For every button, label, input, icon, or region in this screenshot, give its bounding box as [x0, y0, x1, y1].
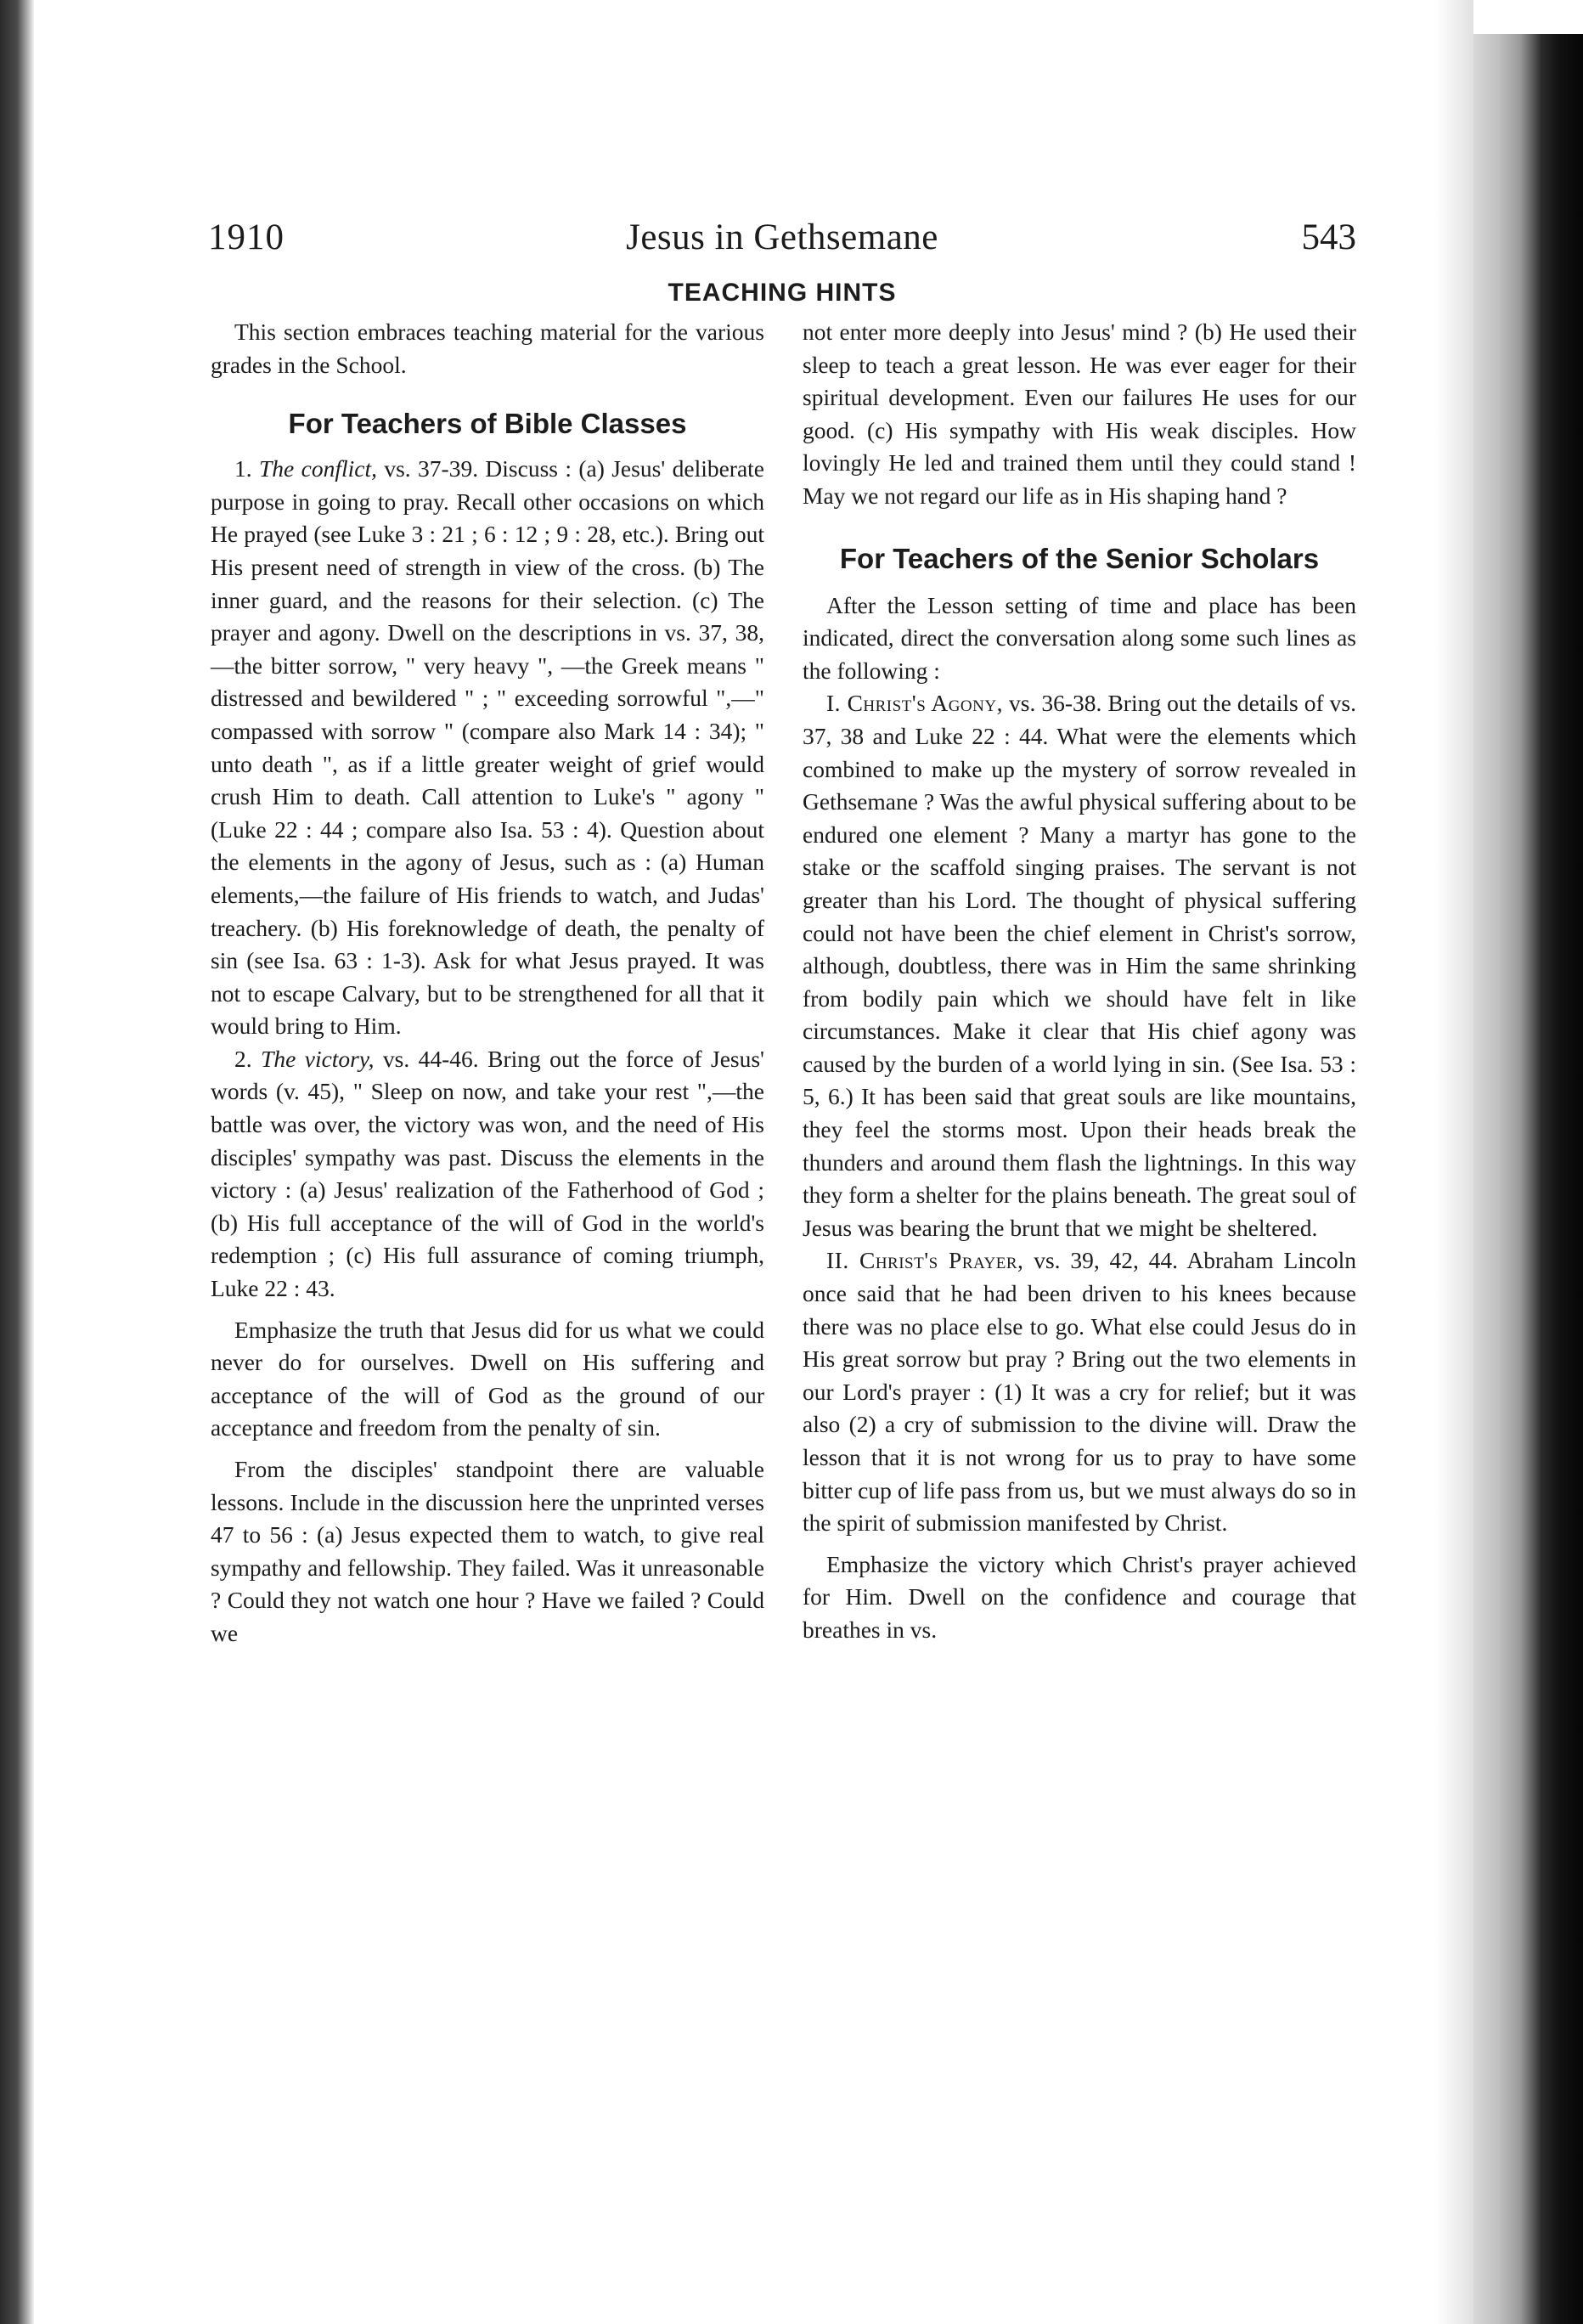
prayer-paragraph: [803, 1244, 1356, 1539]
agony-text: vs. 36-38. Bring out the details of vs. 37, 38 and Luke 22 : 44. What were the elements which combined to make up the mystery of sorrow revealed in Gethsemane ? Was the awful physical suffering about to be endured one element ? Many a martyr has gone to the stake or the scaffold singing praises. The servant is not greater than his Lord. The thought of physical suffering could not have been the chief element in Christ's sorrow, although, doubtless, there was in Him the same shrinking from bodily pain which we should have felt in like circumstances. Make it clear that His chief agony was caused by the burden of a world lying in sin. (See Isa. 53 : 5, 6.) It has been said that great souls are like mountains, they feel the storms most. Upon their heads break the thunders and around them flash the lightnings. In this way they form a shelter for the plains beneath. The great soul of Jesus was bearing the brunt that we might be sheltered.: [803, 690, 1357, 1241]
book-page-edges: [1473, 34, 1583, 2324]
prayer-text: vs. 39, 42, 44. Abraham Lincoln once said that he had been driven to his knees because there was no place else to go. What else could Jesus do in His great sorrow but pray ? Bring out the two elements in our Lord's prayer : (1) It was a cry for relief; but it was also (2) a cry of submission to the divine will. Draw the lesson that it is not wrong for us to pray to have some bitter cup of life pass from us, but we must always do so in the spirit of submission manifested by Christ.: [803, 1247, 1356, 1537]
lesson-setting-paragraph: After the Lesson setting of time and place has been indicated, direct the conversation along some such lines as the following :: [803, 591, 1356, 684]
running-head: [208, 208, 1356, 268]
senior-scholars-heading: For Teachers of the Senior Scholars: [839, 542, 1320, 574]
running-head-year: 1910: [208, 217, 284, 257]
left-column: [211, 316, 764, 1650]
page-gutter-shadow: [1435, 0, 1473, 2324]
agony-paragraph: [803, 687, 1356, 1244]
prayer-label: II. Christ's Prayer,: [826, 1247, 1024, 1274]
continuation-paragraph: not enter more deeply into Jesus' mind ? (b) He used their sleep to teach a great lesson. He was ever eager for their spiritual development. Even our failures He uses for our good. (c) His sympathy with His weak disciples. How lovingly He led and trained them until they could stand ! May we not regard our life as in His shaping hand ?: [803, 319, 1356, 509]
page-number: 543: [1301, 217, 1356, 257]
intro-paragraph: This section embraces teaching material for the various grades in the School.: [211, 319, 764, 378]
victory-paragraph: 2. The victory, vs. 44-46. Bring out the force of Jesus' words (v. 45), " Sleep on now, and take your rest ",—the battle was over, the victory was won, and the need of His disciples' sympathy was past. Discuss the elements in the victory : (a) Jesus' realization of the Fatherhood of God ; (b) His full acceptance of the will of God in the world's redemption ; (c) His full assurance of coming triumph, Luke 22 : 43.: [211, 1045, 765, 1302]
agony-label: I. Christ's Agony,: [826, 690, 1003, 717]
section-title: TEACHING HINTS: [668, 279, 897, 307]
right-column: [803, 316, 1356, 1647]
victory-label: The victory,: [261, 1045, 375, 1072]
page-binding-edge: [0, 0, 34, 2324]
conflict-paragraph: 1. The conflict, vs. 37-39. Discuss : (a) Jesus' deliberate purpose in going to pray. Recall other occasions on which He prayed (see Luke 3 : 21 ; 6 : 12 ; 9 : 28, etc.). Bring out His present need of strength in view of the cross. (b) The inner guard, and the reasons for their selection. (c) The prayer and agony. Dwell on the descriptions in vs. 37, 38,—the bitter sorrow, " very heavy ", —the Greek means " distressed and bewildered " ; " exceeding sorrowful ",—" compassed with sorrow " (compare also Mark 14 : 34); " unto death ", as if a little greater weight of grief would crush Him to death. Call attention to Luke's " agony " (Luke 22 : 44 ; compare also Isa. 53 : 4). Question about the elements in the agony of Jesus, such as : (a) Human elements,—the failure of His friends to watch, and Judas' treachery. (b) His foreknowledge of death, the penalty of sin (see Isa. 63 : 1-3). Ask for what Jesus prayed. It was not to escape Calvary, but to be strengthened for all that it would bring to Him.: [211, 455, 765, 1040]
disciples-paragraph: From the disciples' standpoint there are valuable lessons. Include in the discussion here the unprinted verses 47 to 56 : (a) Jesus expected them to watch, to give real sympathy and fellowship. They failed. Was it unreasonable ? Could they not watch one hour ? Have we failed ? Could we: [211, 1456, 764, 1646]
conflict-label: The conflict,: [259, 455, 377, 482]
bible-classes-heading: For Teachers of Bible Classes: [288, 408, 687, 440]
victory-emphasis-paragraph: Emphasize the victory which Christ's prayer achieved for Him. Dwell on the confidence and courage that breathes in vs.: [803, 1550, 1356, 1643]
emphasize-paragraph: Emphasize the truth that Jesus did for us what we could never do for ourselves. Dwell on His suffering and acceptance of the will of God as the ground of our acceptance and freedom from the penalty of sin.: [211, 1316, 764, 1441]
victory-text: vs. 44-46. Bring out the force of Jesus' words (v. 45), " Sleep on now, and take your rest ",—the battle was over, the victory was won, and the need of His disciples' sympathy was past. Discuss the elements in the victory : (a) Jesus' realization of the Fatherhood of God ; (b) His full acceptance of the will of God in the world's redemption ; (c) His full assurance of coming triumph, Luke 22 : 43.: [211, 1045, 765, 1302]
conflict-text: vs. 37-39. Discuss : (a) Jesus' deliberate purpose in going to pray. Recall other occasions on which He prayed (see Luke 3 : 21 ; 6 : 12 ; 9 : 28, etc.). Bring out His present need of strength in view of the cross. (b) The inner guard, and the reasons for their selection. (c) The prayer and agony. Dwell on the descriptions in vs. 37, 38,—the bitter sorrow, " very heavy ", —the Greek means " distressed and bewildered " ; " exceeding sorrowful ",—" compassed with sorrow " (compare also Mark 14 : 34); " unto death ", as if a little greater weight of grief would crush Him to death. Call attention to Luke's " agony " (Luke 22 : 44 ; compare also Isa. 53 : 4). Question about the elements in the agony of Jesus, such as : (a) Human elements,—the failure of His friends to watch, and Judas' treachery. (b) His foreknowledge of death, the penalty of sin (see Isa. 63 : 1-3). Ask for what Jesus prayed. It was not to escape Calvary, but to be strengthened for all that it would bring to Him.: [211, 455, 765, 1040]
running-head-title: Jesus in Gethsemane: [626, 217, 938, 257]
